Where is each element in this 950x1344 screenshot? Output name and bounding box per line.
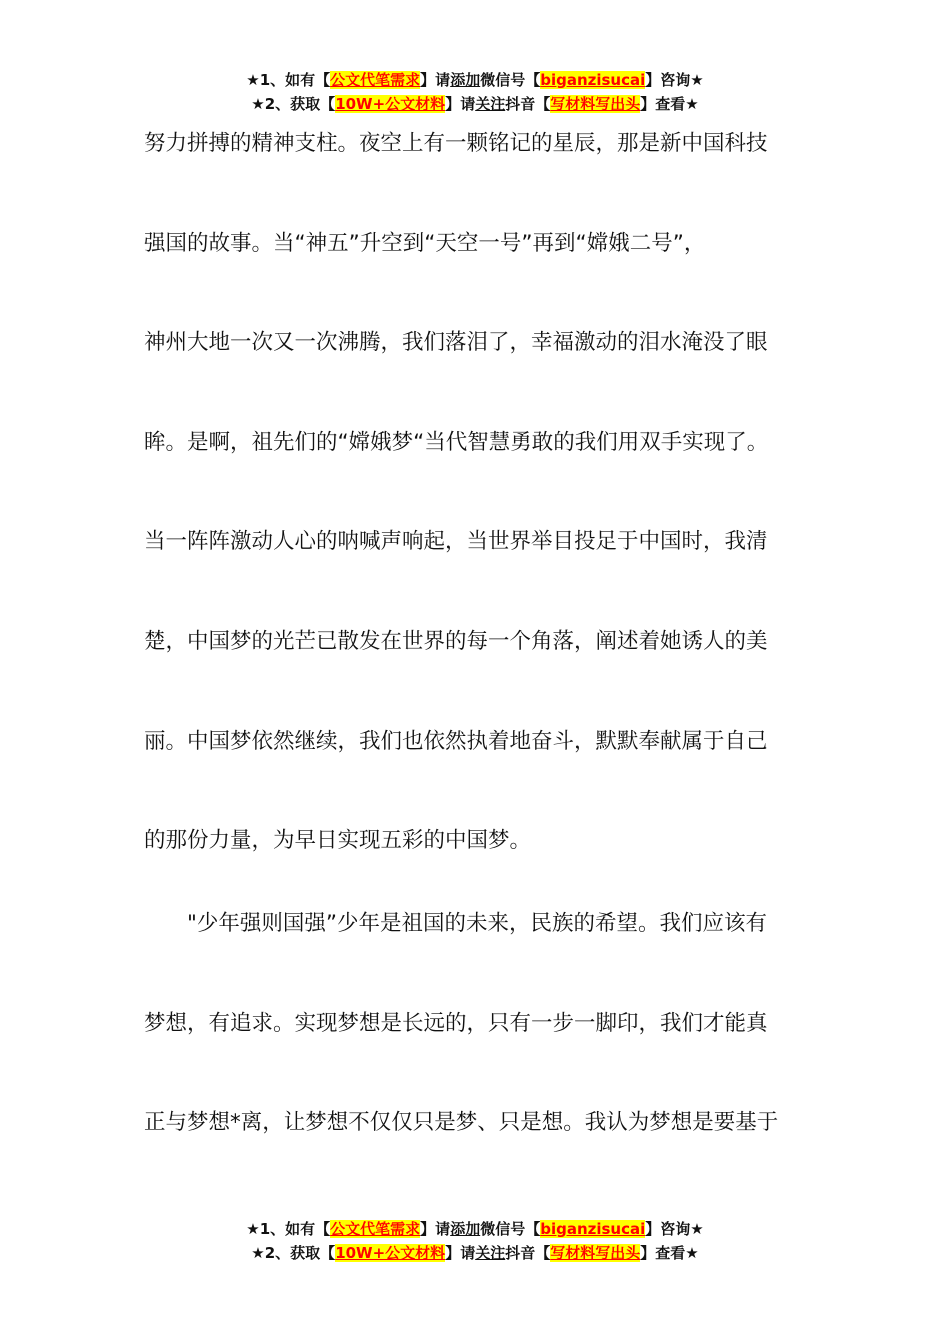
body-line: 努力拼搏的精神支柱。夜空上有一颗铭记的星辰，那是新中国科技 [144,131,768,156]
douyin-account-highlight: 写材料写出头 [550,95,641,113]
body-line: 正与梦想*离，让梦想不仅仅只是梦、只是想。我认为梦想是要基于 [144,1110,779,1135]
body-line: 楚，中国梦的光芒已散发在世界的每一个角落，阐述着她诱人的美 [144,629,768,654]
header-banner-line-2: ★2、获取【10W+公文材料】请关注抖音【写材料写出头】查看★ [251,95,699,113]
wechat-id-highlight: biganzisucai [540,1220,646,1238]
body-line: 当一阵阵激动人心的呐喊声响起，当世界举目投足于中国时，我清 [144,529,768,554]
body-line: 丽。中国梦依然继续，我们也依然执着地奋斗，默默奉献属于自己 [144,729,768,754]
ghostwriting-highlight: 公文代笔需求 [330,1220,421,1238]
douyin-account-highlight: 写材料写出头 [550,1244,641,1262]
body-line: 强国的故事。当“神五”升空到“天空一号”再到“嫦娥二号”， [144,231,706,256]
header-banner [0,68,950,116]
footer-banner-line-1: ★1、如有【公文代笔需求】请添加微信号【biganzisucai】咨询★ [246,1220,704,1238]
wechat-id-highlight: biganzisucai [540,71,646,89]
body-line: 的那份力量，为早日实现五彩的中国梦。 [144,828,532,853]
ghostwriting-highlight: 公文代笔需求 [330,71,421,89]
body-line: 梦想，有追求。实现梦想是长远的，只有一步一脚印，我们才能真 [144,1011,768,1036]
footer-banner [0,1217,950,1265]
footer-banner-line-2: ★2、获取【10W+公文材料】请关注抖音【写材料写出头】查看★ [251,1244,699,1262]
header-banner-line-1: ★1、如有【公文代笔需求】请添加微信号【biganzisucai】咨询★ [246,71,704,89]
body-line: 神州大地一次又一次沸腾，我们落泪了，幸福激动的泪水淹没了眼 [144,330,768,355]
materials-highlight: 10W+公文材料 [335,95,446,113]
body-line: 眸。是啊，祖先们的“嫦娥梦“当代智慧勇敢的我们用双手实现了。 [144,430,769,455]
body-line: "少年强则国强”少年是祖国的未来，民族的希望。我们应该有 [144,911,768,936]
materials-highlight: 10W+公文材料 [335,1244,446,1262]
